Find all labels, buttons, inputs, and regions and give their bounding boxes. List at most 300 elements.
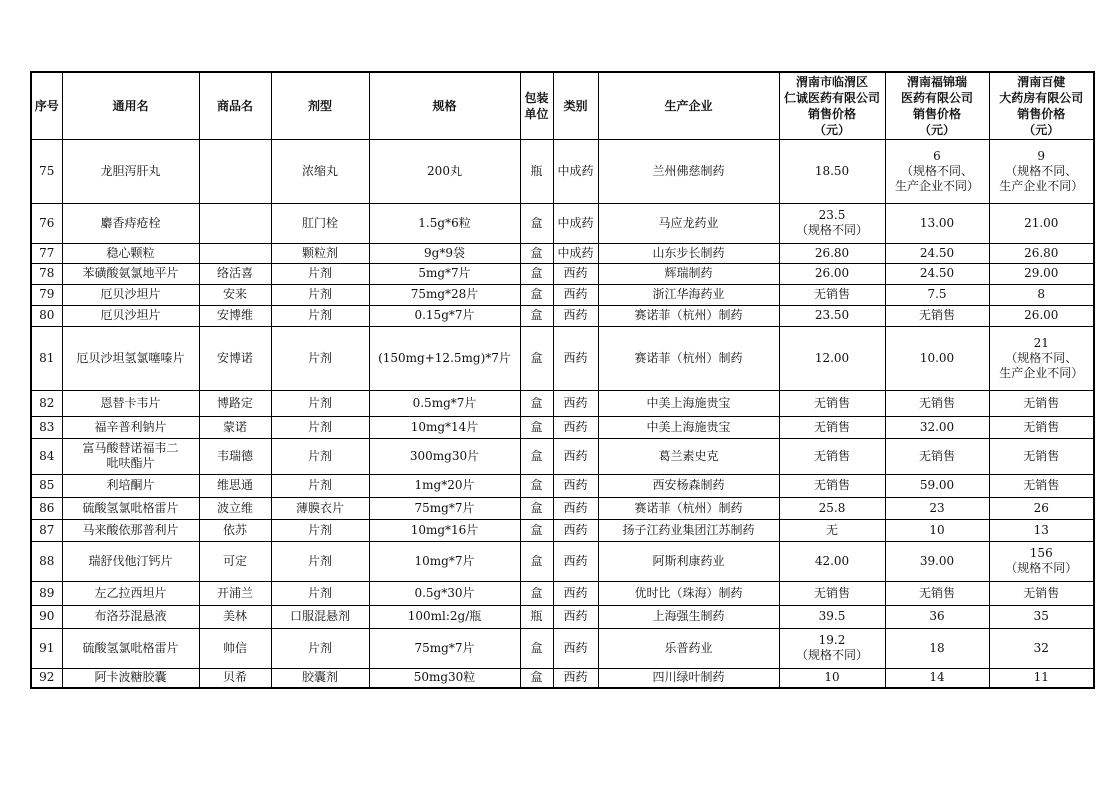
cell-package-unit xyxy=(520,305,553,326)
price-baijian-text: 无销售 xyxy=(1023,585,1060,600)
price-baijian-text: 21.00 xyxy=(1024,215,1059,230)
cell-price-baijian xyxy=(989,263,1094,284)
package-unit-text: 瓶 xyxy=(530,609,543,623)
cell-category xyxy=(553,668,598,688)
price-renchen-text: 无销售 xyxy=(813,395,850,410)
cell-price-baijian xyxy=(989,203,1094,243)
cell-row-index xyxy=(31,263,62,284)
specification-text: 0.15g*7片 xyxy=(414,308,475,322)
manufacturer-text: 山东步长制药 xyxy=(652,245,725,260)
brand-name-text: 韦瑞德 xyxy=(216,448,253,463)
brand-name-text: 可定 xyxy=(222,553,247,568)
generic-name-text: 麝香痔疮栓 xyxy=(100,215,161,230)
manufacturer-text: 扬子江药业集团江苏制药 xyxy=(622,522,755,537)
cell-price-fujinrui xyxy=(885,243,989,263)
generic-name-text: 利培酮片 xyxy=(106,478,155,492)
cell-category xyxy=(553,416,598,438)
cell-dosage-form xyxy=(271,628,369,668)
cell-category xyxy=(553,243,598,263)
dosage-form-text: 片剂 xyxy=(307,522,332,537)
cell-row-index xyxy=(31,541,62,581)
dosage-form-text: 薄膜衣片 xyxy=(295,500,344,515)
dosage-form-text: 片剂 xyxy=(307,266,332,280)
cell-price-renchen xyxy=(779,263,885,284)
specification-text: 75mg*7片 xyxy=(414,640,475,655)
cell-package-unit xyxy=(520,519,553,541)
cell-category xyxy=(553,628,598,668)
price-renchen-text: 12.00 xyxy=(814,350,850,365)
specification-text: 10mg*16片 xyxy=(410,522,479,537)
cell-price-fujinrui xyxy=(885,139,989,203)
cell-package-unit xyxy=(520,474,553,497)
package-unit-text: 盒 xyxy=(530,522,543,537)
category-text: 西药 xyxy=(563,350,588,365)
price-renchen-text: 10 xyxy=(824,670,840,685)
row-index-text: 80 xyxy=(39,308,55,322)
price-renchen-text: 无销售 xyxy=(813,419,850,434)
manufacturer-text: 赛诺菲（杭州）制药 xyxy=(634,500,743,515)
brand-name-text: 帅信 xyxy=(222,640,247,655)
cell-dosage-form xyxy=(271,139,369,203)
cell-brand-name xyxy=(199,581,271,605)
price-fujinrui-text: 18 xyxy=(929,640,945,655)
table-row xyxy=(31,263,1094,284)
cell-price-baijian xyxy=(989,390,1094,416)
cell-brand-name xyxy=(199,519,271,541)
cell-price-renchen xyxy=(779,203,885,243)
price-renchen-text: 18.50 xyxy=(814,163,850,178)
specification-text: 9g*9袋 xyxy=(424,245,465,260)
cell-dosage-form xyxy=(271,605,369,628)
cell-manufacturer xyxy=(598,139,779,203)
cell-package-unit xyxy=(520,263,553,284)
category-text: 中成药 xyxy=(557,245,594,260)
cell-generic-name xyxy=(62,668,199,688)
dosage-form-text: 片剂 xyxy=(307,287,332,301)
dosage-form-text: 片剂 xyxy=(307,350,332,365)
cell-category xyxy=(553,541,598,581)
cell-price-fujinrui xyxy=(885,438,989,474)
cell-manufacturer xyxy=(598,605,779,628)
package-unit-text: 盒 xyxy=(530,287,543,301)
price-fujinrui-text: 36 xyxy=(929,609,945,623)
cell-dosage-form xyxy=(271,390,369,416)
cell-specification xyxy=(369,519,520,541)
package-unit-text: 盒 xyxy=(530,478,543,492)
cell-specification xyxy=(369,263,520,284)
price-renchen-text: 42.00 xyxy=(814,553,850,568)
cell-price-fujinrui xyxy=(885,203,989,243)
cell-row-index xyxy=(31,284,62,305)
cell-price-fujinrui xyxy=(885,541,989,581)
cell-price-fujinrui xyxy=(885,519,989,541)
manufacturer-text: 辉瑞制药 xyxy=(664,266,713,280)
generic-name-text: 马来酸依那普利片 xyxy=(82,522,179,537)
price-renchen-text: 无销售 xyxy=(813,448,850,463)
generic-name-text: 硫酸氢氯吡格雷片 xyxy=(82,500,179,515)
cell-price-fujinrui xyxy=(885,326,989,390)
cell-brand-name xyxy=(199,416,271,438)
category-text: 西药 xyxy=(563,308,588,322)
row-index-text: 79 xyxy=(39,287,55,301)
table-row xyxy=(31,416,1094,438)
cell-brand-name xyxy=(199,139,271,203)
package-unit-text: 盒 xyxy=(530,500,543,515)
price-baijian-text: 26.80 xyxy=(1024,245,1059,260)
cell-price-fujinrui xyxy=(885,305,989,326)
package-unit-text: 盒 xyxy=(530,266,543,280)
dosage-form-text: 片剂 xyxy=(307,640,332,655)
cell-specification xyxy=(369,326,520,390)
specification-text: 50mg30粒 xyxy=(413,670,476,685)
package-unit-text: 盒 xyxy=(530,419,543,434)
row-index-text: 87 xyxy=(39,522,55,537)
cell-specification xyxy=(369,416,520,438)
cell-price-renchen xyxy=(779,519,885,541)
cell-price-renchen xyxy=(779,416,885,438)
table-row xyxy=(31,203,1094,243)
specification-text: 75mg*7片 xyxy=(414,500,475,515)
cell-generic-name xyxy=(62,497,199,519)
cell-package-unit xyxy=(520,605,553,628)
price-renchen-text: 无销售 xyxy=(813,478,850,492)
specification-text: 10mg*7片 xyxy=(414,553,475,568)
cell-dosage-form xyxy=(271,284,369,305)
cell-manufacturer xyxy=(598,203,779,243)
cell-generic-name xyxy=(62,581,199,605)
brand-name-text: 贝希 xyxy=(222,670,247,685)
cell-manufacturer xyxy=(598,284,779,305)
price-baijian-text: 无销售 xyxy=(1023,419,1060,434)
cell-specification xyxy=(369,668,520,688)
cell-manufacturer xyxy=(598,519,779,541)
cell-generic-name xyxy=(62,628,199,668)
table-header-row xyxy=(31,72,1094,139)
generic-name-text: 福辛普利钠片 xyxy=(94,419,167,434)
cell-row-index xyxy=(31,139,62,203)
manufacturer-text: 优时比（珠海）制药 xyxy=(634,585,743,600)
cell-package-unit xyxy=(520,668,553,688)
dosage-form-text: 片剂 xyxy=(307,478,332,492)
category-text: 西药 xyxy=(563,609,588,623)
manufacturer-text: 赛诺菲（杭州）制药 xyxy=(634,350,743,365)
header-generic-name: 通用名 xyxy=(62,72,199,139)
cell-price-baijian xyxy=(989,284,1094,305)
cell-price-renchen xyxy=(779,541,885,581)
manufacturer-text: 马应龙药业 xyxy=(658,215,719,230)
cell-category xyxy=(553,326,598,390)
generic-name-text: 富马酸替诺福韦二 吡呋酯片 xyxy=(82,441,179,470)
cell-price-baijian xyxy=(989,243,1094,263)
dosage-form-text: 片剂 xyxy=(307,553,332,568)
cell-row-index xyxy=(31,416,62,438)
package-unit-text: 盒 xyxy=(530,308,543,322)
cell-price-baijian xyxy=(989,326,1094,390)
cell-price-baijian xyxy=(989,628,1094,668)
price-fujinrui-text: 24.50 xyxy=(919,266,955,280)
cell-package-unit xyxy=(520,541,553,581)
package-unit-text: 盒 xyxy=(530,215,543,230)
cell-specification xyxy=(369,305,520,326)
specification-text: 1mg*20片 xyxy=(414,478,475,492)
price-baijian-text: 21 （规格不同、 生产企业不同） xyxy=(999,335,1084,380)
header-manufacturer: 生产企业 xyxy=(598,72,779,139)
cell-brand-name xyxy=(199,284,271,305)
generic-name-text: 龙胆泻肝丸 xyxy=(100,163,161,178)
cell-price-renchen xyxy=(779,668,885,688)
specification-text: 10mg*14片 xyxy=(410,419,479,434)
row-index-text: 84 xyxy=(39,448,55,463)
header-dosage-form: 剂型 xyxy=(271,72,369,139)
cell-price-baijian xyxy=(989,541,1094,581)
cell-generic-name xyxy=(62,474,199,497)
price-fujinrui-text: 无销售 xyxy=(918,585,955,600)
cell-manufacturer xyxy=(598,326,779,390)
brand-name-text: 依苏 xyxy=(222,522,247,537)
cell-brand-name xyxy=(199,668,271,688)
cell-price-baijian xyxy=(989,474,1094,497)
package-unit-text: 盒 xyxy=(530,585,543,600)
price-fujinrui-text: 10 xyxy=(929,522,945,537)
price-baijian-text: 无销售 xyxy=(1023,448,1060,463)
price-fujinrui-text: 13.00 xyxy=(919,215,955,230)
cell-price-fujinrui xyxy=(885,605,989,628)
cell-specification xyxy=(369,284,520,305)
cell-package-unit xyxy=(520,628,553,668)
table-row xyxy=(31,519,1094,541)
cell-manufacturer xyxy=(598,390,779,416)
table-row xyxy=(31,438,1094,474)
cell-category xyxy=(553,263,598,284)
price-baijian-text: 13 xyxy=(1033,522,1049,537)
package-unit-text: 盒 xyxy=(530,245,543,260)
package-unit-text: 盒 xyxy=(530,395,543,410)
cell-generic-name xyxy=(62,390,199,416)
cell-price-renchen xyxy=(779,605,885,628)
table-row xyxy=(31,605,1094,628)
table-row xyxy=(31,305,1094,326)
cell-generic-name xyxy=(62,438,199,474)
cell-price-renchen xyxy=(779,305,885,326)
price-fujinrui-text: 无销售 xyxy=(918,308,955,322)
row-index-text: 91 xyxy=(39,640,55,655)
cell-price-baijian xyxy=(989,605,1094,628)
cell-generic-name xyxy=(62,243,199,263)
cell-dosage-form xyxy=(271,326,369,390)
package-unit-text: 盒 xyxy=(530,670,543,685)
cell-generic-name xyxy=(62,605,199,628)
row-index-text: 76 xyxy=(39,215,55,230)
cell-category xyxy=(553,605,598,628)
cell-manufacturer xyxy=(598,263,779,284)
generic-name-text: 厄贝沙坦片 xyxy=(100,287,161,301)
price-baijian-text: 26 xyxy=(1033,500,1049,515)
brand-name-text: 蒙诺 xyxy=(222,419,247,434)
cell-category xyxy=(553,305,598,326)
cell-brand-name xyxy=(199,474,271,497)
cell-brand-name xyxy=(199,326,271,390)
cell-specification xyxy=(369,438,520,474)
cell-manufacturer xyxy=(598,243,779,263)
cell-dosage-form xyxy=(271,474,369,497)
manufacturer-text: 中美上海施贵宝 xyxy=(646,395,731,410)
category-text: 西药 xyxy=(563,585,588,600)
header-brand-name: 商品名 xyxy=(199,72,271,139)
dosage-form-text: 浓缩丸 xyxy=(301,163,338,178)
row-index-text: 75 xyxy=(39,163,55,178)
generic-name-text: 厄贝沙坦氢氯噻嗪片 xyxy=(76,350,185,365)
price-baijian-text: 29.00 xyxy=(1024,266,1059,280)
cell-dosage-form xyxy=(271,541,369,581)
brand-name-text: 博路定 xyxy=(216,395,253,410)
cell-row-index xyxy=(31,668,62,688)
category-text: 西药 xyxy=(563,419,588,434)
price-baijian-text: 无销售 xyxy=(1023,478,1060,492)
cell-category xyxy=(553,438,598,474)
cell-brand-name xyxy=(199,497,271,519)
cell-package-unit xyxy=(520,326,553,390)
manufacturer-text: 四川绿叶制药 xyxy=(652,670,725,685)
specification-text: 75mg*28片 xyxy=(410,287,479,301)
cell-brand-name xyxy=(199,438,271,474)
cell-specification xyxy=(369,474,520,497)
cell-price-renchen xyxy=(779,497,885,519)
brand-name-text: 美林 xyxy=(222,609,247,623)
generic-name-text: 阿卡波糖胶囊 xyxy=(94,670,167,685)
cell-brand-name xyxy=(199,305,271,326)
cell-manufacturer xyxy=(598,668,779,688)
cell-price-fujinrui xyxy=(885,474,989,497)
category-text: 西药 xyxy=(563,287,588,301)
cell-price-baijian xyxy=(989,519,1094,541)
table-row xyxy=(31,497,1094,519)
table-row xyxy=(31,139,1094,203)
cell-specification xyxy=(369,497,520,519)
specification-text: 100ml:2g/瓶 xyxy=(407,609,482,623)
cell-package-unit xyxy=(520,203,553,243)
dosage-form-text: 片剂 xyxy=(307,419,332,434)
cell-dosage-form xyxy=(271,519,369,541)
price-renchen-text: 23.50 xyxy=(814,308,850,322)
cell-specification xyxy=(369,581,520,605)
price-fujinrui-text: 无销售 xyxy=(918,448,955,463)
cell-price-fujinrui xyxy=(885,497,989,519)
cell-brand-name xyxy=(199,203,271,243)
price-renchen-text: 23.5 （规格不同） xyxy=(795,208,868,237)
cell-brand-name xyxy=(199,628,271,668)
row-index-text: 78 xyxy=(39,266,55,280)
header-price-renchen: 渭南市临渭区 仁诚医药有限公司 销售价格 （元） xyxy=(779,72,885,139)
dosage-form-text: 肛门栓 xyxy=(301,215,338,230)
category-text: 中成药 xyxy=(557,163,594,178)
header-price-fujinrui: 渭南福锦瑞 医药有限公司 销售价格 （元） xyxy=(885,72,989,139)
price-renchen-text: 无销售 xyxy=(813,287,850,301)
specification-text: 0.5g*30片 xyxy=(414,585,475,600)
row-index-text: 77 xyxy=(39,245,55,260)
brand-name-text: 络活喜 xyxy=(216,266,253,280)
dosage-form-text: 片剂 xyxy=(307,448,332,463)
category-text: 西药 xyxy=(563,266,588,280)
price-fujinrui-text: 59.00 xyxy=(919,478,955,492)
dosage-form-text: 片剂 xyxy=(307,585,332,600)
cell-price-fujinrui xyxy=(885,263,989,284)
cell-generic-name xyxy=(62,416,199,438)
price-baijian-text: 8 xyxy=(1037,287,1046,301)
cell-price-fujinrui xyxy=(885,416,989,438)
dosage-form-text: 口服混悬剂 xyxy=(289,609,350,623)
cell-dosage-form xyxy=(271,668,369,688)
generic-name-text: 瑞舒伐他汀钙片 xyxy=(88,553,173,568)
cell-price-renchen xyxy=(779,243,885,263)
header-category: 类别 xyxy=(553,72,598,139)
cell-price-baijian xyxy=(989,416,1094,438)
price-fujinrui-text: 23 xyxy=(929,500,945,515)
cell-generic-name xyxy=(62,541,199,581)
specification-text: 300mg30片 xyxy=(409,448,480,463)
package-unit-text: 盒 xyxy=(530,350,543,365)
price-renchen-text: 无销售 xyxy=(813,585,850,600)
table-body xyxy=(31,139,1094,688)
cell-generic-name xyxy=(62,139,199,203)
cell-generic-name xyxy=(62,203,199,243)
cell-specification xyxy=(369,605,520,628)
cell-manufacturer xyxy=(598,438,779,474)
cell-dosage-form xyxy=(271,263,369,284)
cell-category xyxy=(553,581,598,605)
price-baijian-text: 35 xyxy=(1033,609,1049,623)
manufacturer-text: 乐普药业 xyxy=(664,640,713,655)
cell-price-fujinrui xyxy=(885,628,989,668)
drug-price-table xyxy=(30,71,1095,689)
generic-name-text: 厄贝沙坦片 xyxy=(100,308,161,322)
header-specification: 规格 xyxy=(369,72,520,139)
dosage-form-text: 颗粒剂 xyxy=(301,245,338,260)
category-text: 西药 xyxy=(563,670,588,685)
specification-text: 200丸 xyxy=(427,163,462,178)
price-fujinrui-text: 14 xyxy=(929,670,945,685)
cell-row-index xyxy=(31,438,62,474)
cell-price-baijian xyxy=(989,581,1094,605)
dosage-form-text: 片剂 xyxy=(307,395,332,410)
cell-price-renchen xyxy=(779,628,885,668)
generic-name-text: 硫酸氢氯吡格雷片 xyxy=(82,640,179,655)
price-baijian-text: 无销售 xyxy=(1023,395,1060,410)
cell-price-fujinrui xyxy=(885,581,989,605)
price-fujinrui-text: 32.00 xyxy=(919,419,955,434)
specification-text: 5mg*7片 xyxy=(418,266,471,280)
cell-generic-name xyxy=(62,326,199,390)
cell-manufacturer xyxy=(598,416,779,438)
cell-price-renchen xyxy=(779,326,885,390)
table-row xyxy=(31,474,1094,497)
cell-category xyxy=(553,390,598,416)
cell-brand-name xyxy=(199,541,271,581)
dosage-form-text: 片剂 xyxy=(307,308,332,322)
generic-name-text: 苯磺酸氨氯地平片 xyxy=(82,266,179,280)
cell-manufacturer xyxy=(598,474,779,497)
brand-name-text: 维思通 xyxy=(216,478,253,492)
cell-generic-name xyxy=(62,284,199,305)
row-index-text: 86 xyxy=(39,500,55,515)
brand-name-text: 安博诺 xyxy=(216,350,253,365)
price-renchen-text: 39.5 xyxy=(818,609,846,623)
cell-brand-name xyxy=(199,390,271,416)
cell-row-index xyxy=(31,203,62,243)
generic-name-text: 稳心颗粒 xyxy=(106,245,155,260)
cell-manufacturer xyxy=(598,628,779,668)
package-unit-text: 盒 xyxy=(530,448,543,463)
cell-row-index xyxy=(31,581,62,605)
